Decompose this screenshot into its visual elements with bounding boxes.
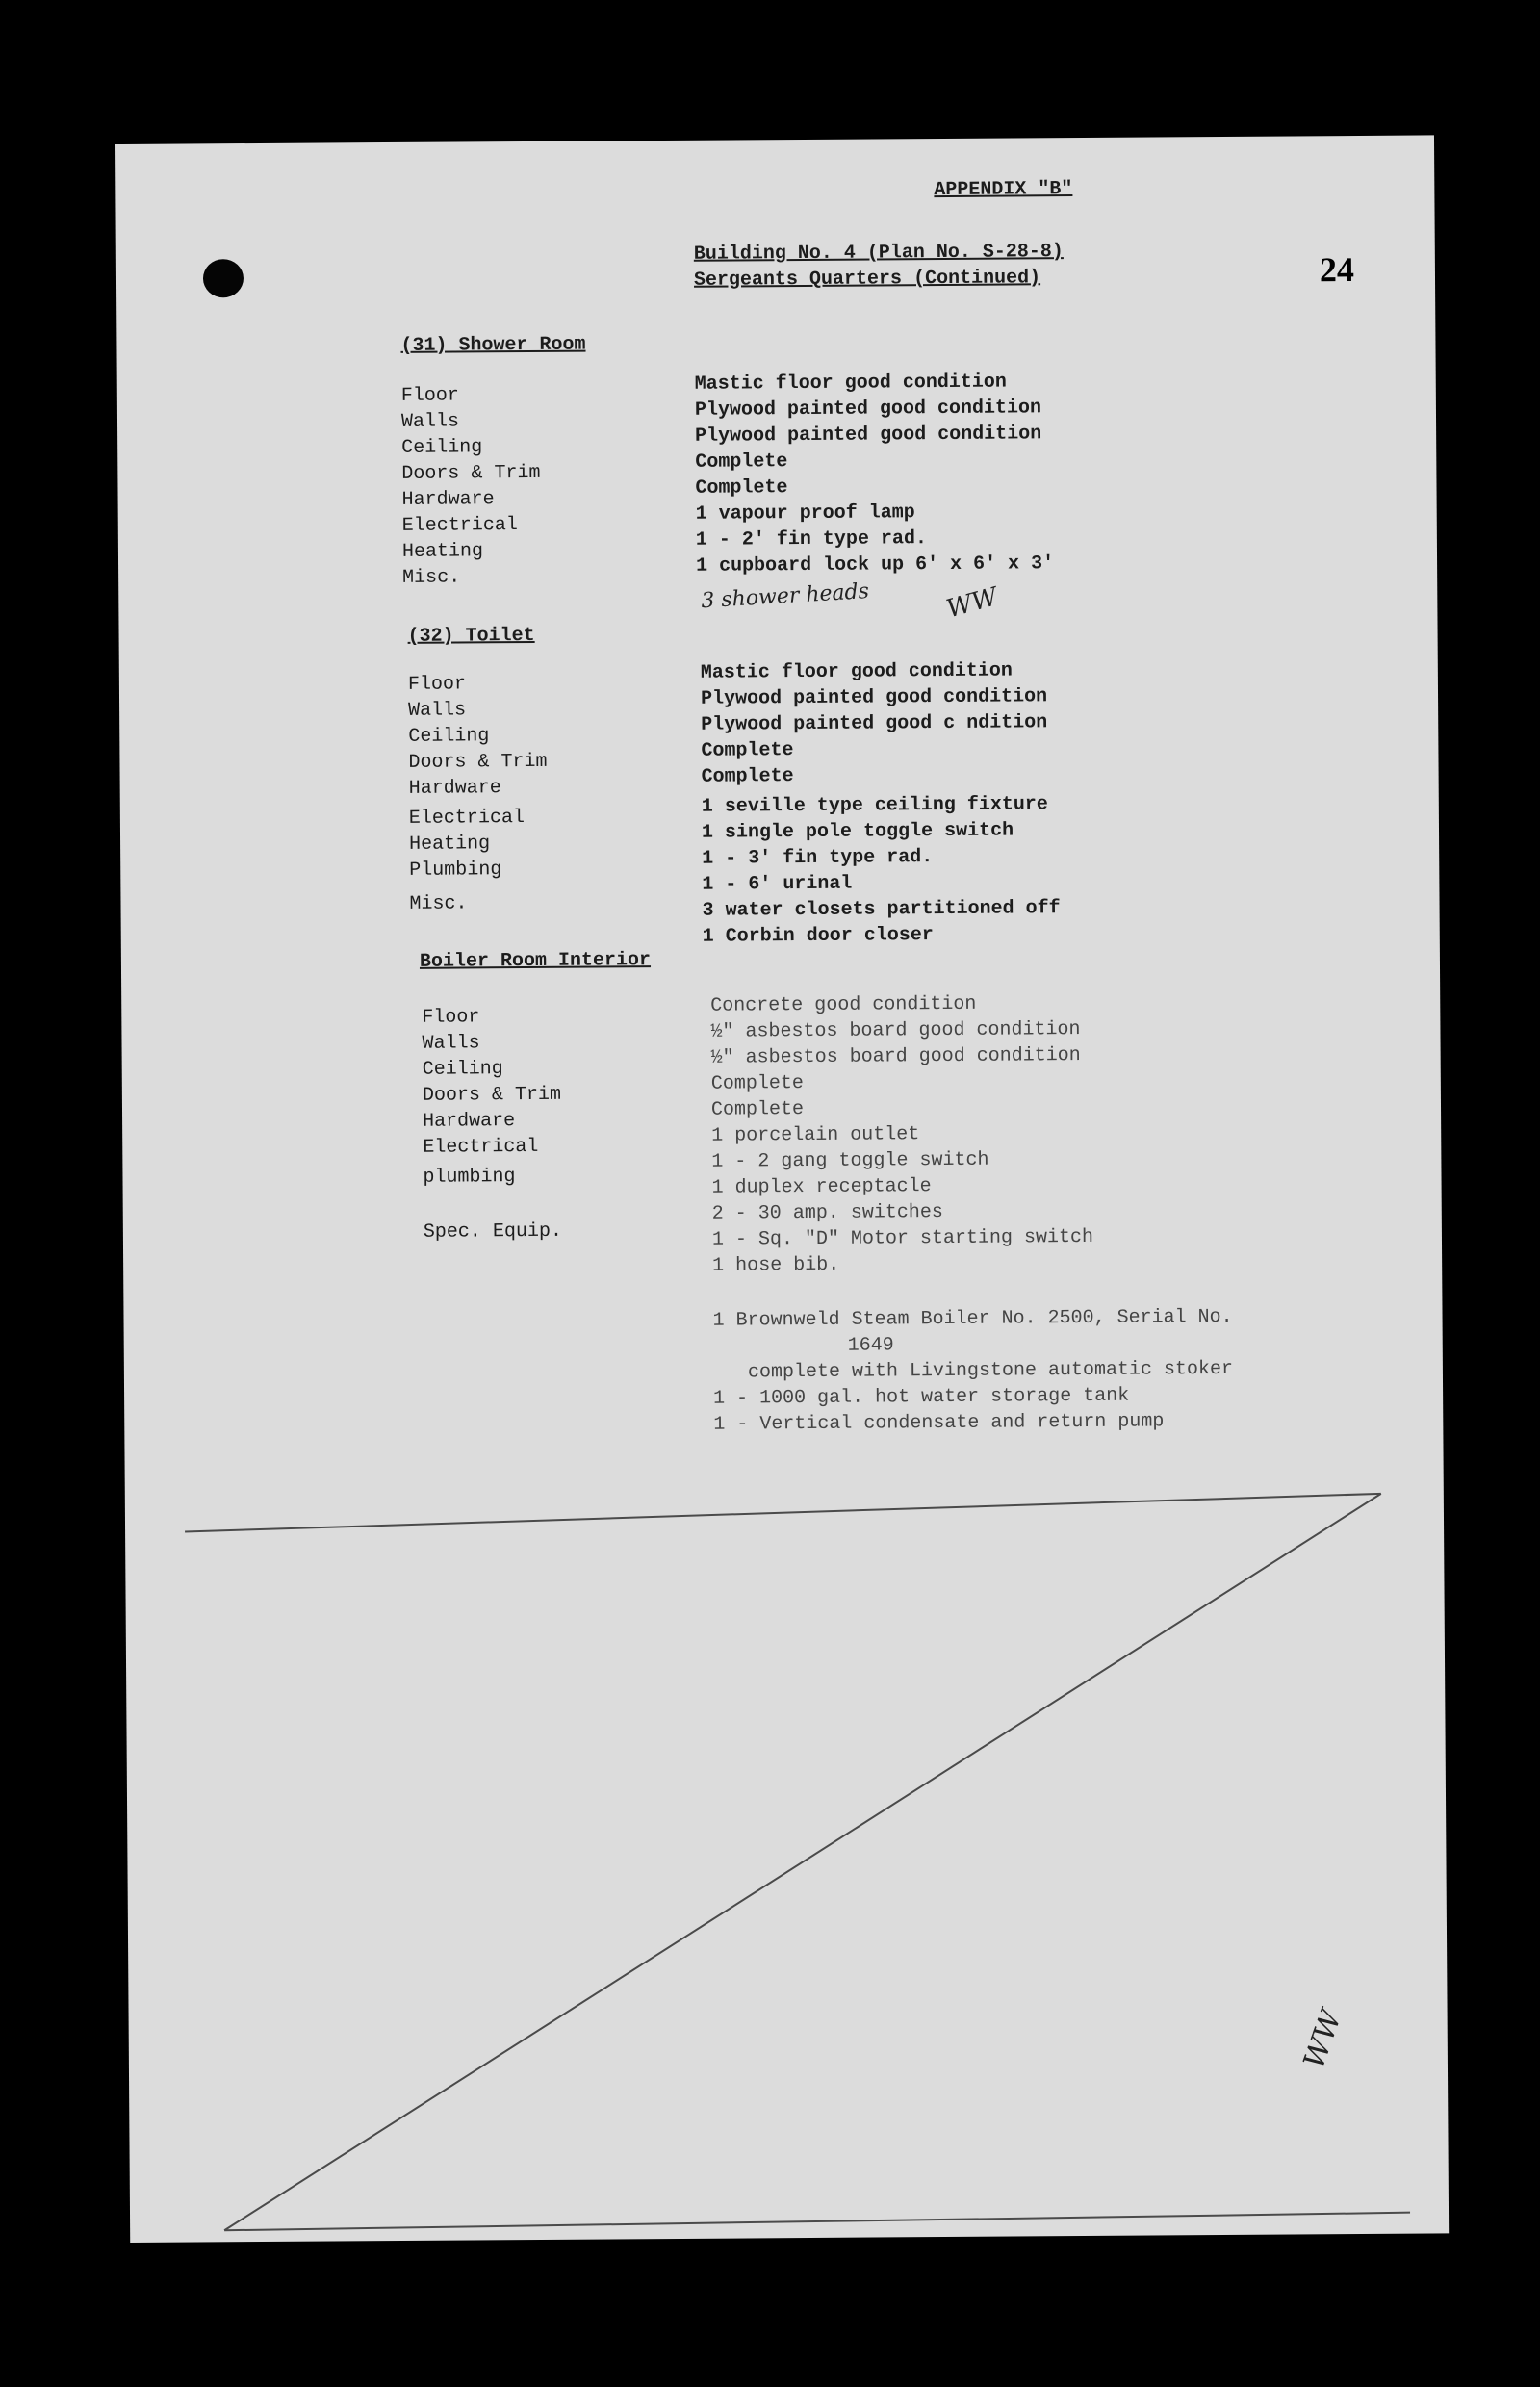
row-value: 1 - 2' fin type rad.: [695, 527, 928, 552]
row-label: Ceiling: [408, 725, 490, 748]
row-value: 1 porcelain outlet: [711, 1123, 920, 1147]
row-label: Doors & Trim: [408, 750, 548, 774]
row-label: Floor: [422, 1006, 480, 1029]
row-label: Hardware: [401, 488, 495, 511]
row-label: Floor: [400, 384, 459, 407]
row-label: Hardware: [408, 777, 501, 800]
row-value: 1 vapour proof lamp: [695, 501, 915, 526]
row-value: Mastic floor good condition: [700, 659, 1013, 684]
spec-equip-line: complete with Livingstone automatic stoker: [747, 1357, 1234, 1384]
footer-initials: WW: [1296, 2005, 1349, 2073]
row-value: Complete: [701, 739, 794, 762]
row-value: 1 - Sq. "D" Motor starting switch: [711, 1225, 1094, 1251]
row-value: Concrete good condition: [710, 992, 977, 1017]
row-value: 1 - 2 gang toggle switch: [711, 1148, 989, 1173]
spec-equip-line: 1 Brownweld Steam Boiler No. 2500, Serial No.: [712, 1305, 1233, 1332]
spec-equip-line: 1 - Vertical condensate and return pump: [713, 1410, 1165, 1436]
row-label: Floor: [407, 673, 467, 696]
row-value: ½" asbestos board good condition: [710, 1044, 1081, 1069]
row-label: Walls: [422, 1032, 480, 1055]
row-value: 2 - 30 amp. switches: [711, 1201, 943, 1225]
row-label: Spec. Equip.: [423, 1219, 563, 1244]
row-value: 1 single pole toggle switch: [701, 819, 1014, 844]
cancellation-lines: [116, 135, 1449, 2243]
row-label: Walls: [400, 410, 460, 433]
row-value: Complete: [701, 765, 794, 788]
row-value: 1 - 6' urinal: [702, 872, 853, 896]
row-value: Plywood painted good condition: [700, 685, 1048, 710]
row-value: Mastic floor good condition: [694, 371, 1007, 396]
quarters-line: Sergeants Quarters (Continued): [693, 267, 1041, 292]
row-label: Misc.: [409, 892, 468, 915]
diagonal-strike-line: [219, 1494, 1386, 2230]
row-value: 1 hose bib.: [712, 1253, 840, 1277]
row-label: plumbing: [423, 1166, 516, 1189]
bottom-rule: [224, 2213, 1410, 2231]
row-value: 3 water closets partitioned off: [702, 897, 1061, 922]
row-value: Plywood painted good condition: [695, 423, 1042, 448]
row-value: Plywood painted good condition: [694, 397, 1042, 422]
document-page: [116, 135, 1449, 2243]
building-line: Building No. 4 (Plan No. S-28-8): [693, 241, 1064, 266]
row-label: Hardware: [423, 1110, 516, 1133]
handwritten-note: 3 shower heads: [700, 578, 870, 614]
row-label: Electrical: [401, 514, 518, 537]
spec-equip-line: 1649: [847, 1334, 894, 1357]
row-value: 1 Corbin door closer: [702, 924, 934, 948]
page-number: 24: [1319, 250, 1355, 290]
row-label: Plumbing: [409, 859, 502, 882]
row-value: 1 duplex receptacle: [711, 1175, 932, 1199]
spec-equip-line: 1 - 1000 gal. hot water storage tank: [713, 1384, 1130, 1410]
row-label: Electrical: [408, 807, 526, 830]
row-value: 1 cupboard lock up 6' x 6' x 3': [695, 552, 1055, 578]
section-title-shower-room: (31) Shower Room: [400, 333, 586, 357]
row-label: Heating: [401, 540, 484, 563]
row-label: Walls: [408, 699, 467, 722]
appendix-label: APPENDIX "B": [934, 178, 1073, 202]
row-value: 1 - 3' fin type rad.: [702, 846, 934, 870]
row-label: Doors & Trim: [422, 1083, 562, 1107]
row-value: ½" asbestos board good condition: [710, 1018, 1081, 1043]
row-value: Complete: [695, 476, 788, 500]
horizontal-rule: [185, 1494, 1381, 1532]
row-value: Complete: [710, 1098, 805, 1121]
row-label: Electrical: [423, 1135, 539, 1159]
row-label: Ceiling: [422, 1058, 503, 1081]
section-title-toilet: (32) Toilet: [407, 624, 535, 648]
row-value: 1 seville type ceiling fixture: [701, 793, 1048, 818]
handwritten-initials: WW: [943, 582, 1001, 625]
row-value: Plywood painted good c ndition: [701, 711, 1048, 736]
row-label: Doors & Trim: [401, 461, 541, 485]
row-label: Ceiling: [401, 436, 483, 459]
section-title-boiler-room: Boiler Room Interior: [419, 949, 652, 973]
row-value: Complete: [710, 1072, 804, 1095]
row-label: Misc.: [402, 566, 461, 589]
row-label: Heating: [409, 833, 491, 856]
row-value: Complete: [695, 450, 788, 474]
